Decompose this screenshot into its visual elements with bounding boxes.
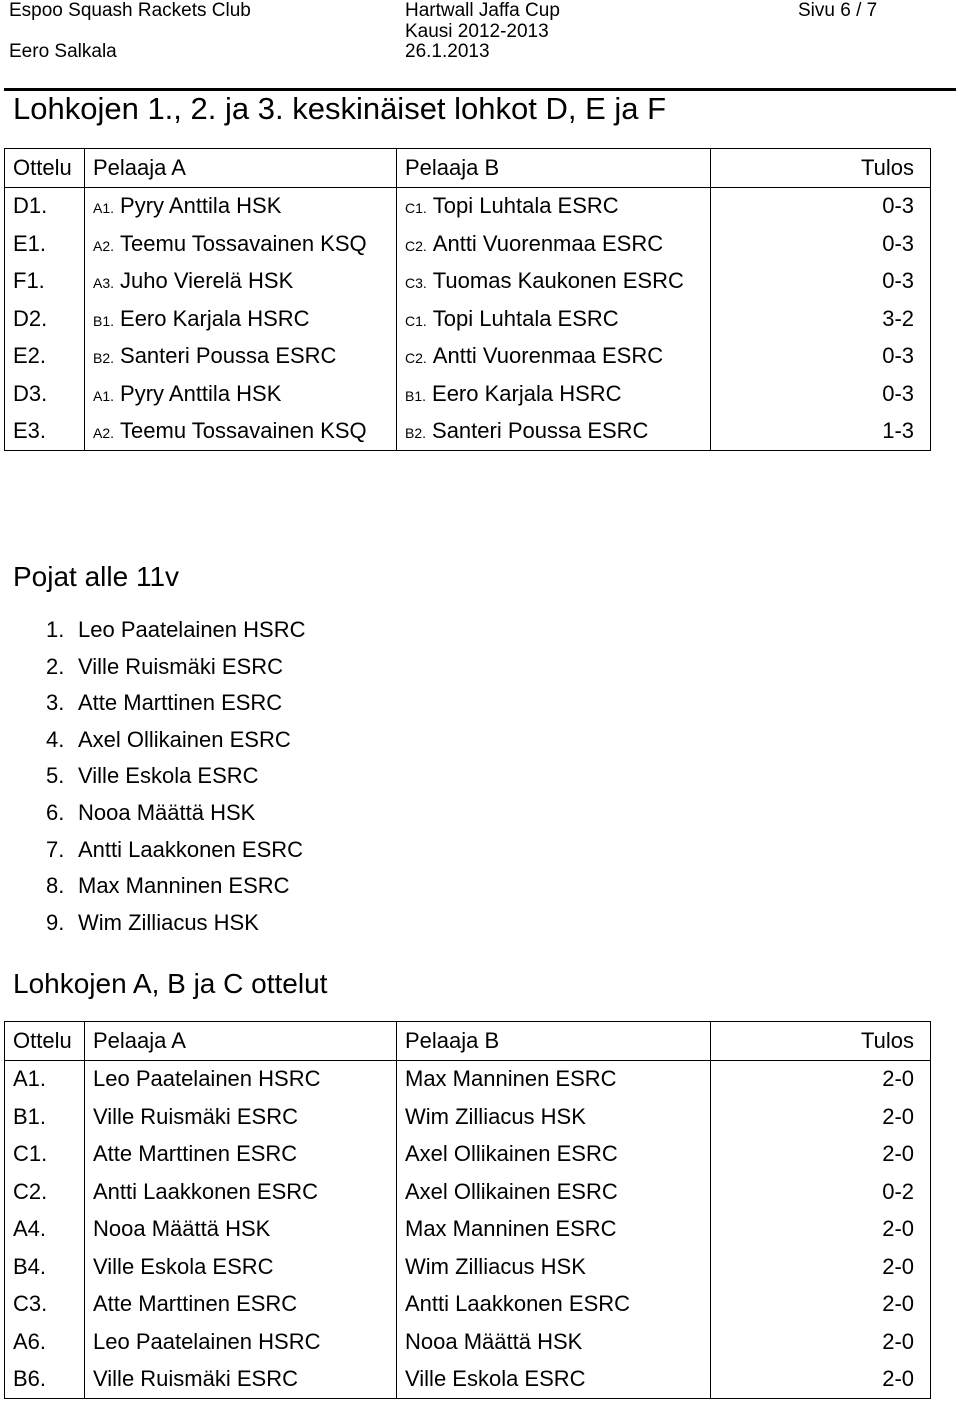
score: 0-3 bbox=[711, 338, 931, 376]
player-a-name: Eero Karjala HSRC bbox=[120, 305, 310, 331]
seed-label: C2. bbox=[405, 237, 427, 254]
rank-number: 5. bbox=[46, 763, 65, 789]
player-b-name: Topi Luhtala ESRC bbox=[432, 193, 619, 219]
player-b-cell bbox=[397, 1248, 711, 1286]
score: 2-0 bbox=[711, 1211, 931, 1249]
table-row bbox=[5, 1173, 931, 1211]
table-row bbox=[5, 1248, 931, 1286]
player-a-name: Leo Paatelainen HSRC bbox=[93, 1066, 321, 1092]
table-row bbox=[5, 1286, 931, 1324]
col-player-b-header: Pelaaja B bbox=[397, 1022, 711, 1061]
seed-label: C2. bbox=[405, 350, 427, 367]
player-a-name: Teemu Tossavainen KSQ bbox=[120, 418, 367, 444]
table-row bbox=[5, 1211, 931, 1249]
score: 2-0 bbox=[711, 1286, 931, 1324]
author: Eero Salkala bbox=[9, 41, 117, 62]
col-player-a-header: Pelaaja A bbox=[85, 1022, 397, 1061]
player-a-name: Leo Paatelainen HSRC bbox=[93, 1328, 321, 1354]
player-b-cell bbox=[397, 413, 711, 451]
seed-label: C1. bbox=[405, 312, 427, 329]
match-id: B4. bbox=[13, 1253, 47, 1279]
match-id: D3. bbox=[13, 380, 48, 406]
player-a-cell bbox=[85, 413, 397, 451]
table-row bbox=[5, 375, 931, 413]
player-b-cell bbox=[397, 1286, 711, 1324]
table-row bbox=[5, 1323, 931, 1361]
rank-number: 4. bbox=[46, 726, 65, 752]
player-b-cell bbox=[397, 225, 711, 263]
score: 0-3 bbox=[711, 187, 931, 225]
match-id: C1. bbox=[13, 1141, 48, 1167]
table-row bbox=[5, 1098, 931, 1136]
player-a-name: Ville Eskola ESRC bbox=[93, 1253, 274, 1279]
col-score-header: Tulos bbox=[711, 1022, 931, 1061]
club-name: Espoo Squash Rackets Club bbox=[9, 0, 251, 21]
player-name: Max Manninen ESRC bbox=[78, 873, 290, 899]
match-id: A6. bbox=[13, 1328, 47, 1354]
player-name: Wim Zilliacus HSK bbox=[78, 909, 259, 935]
score: 0-3 bbox=[711, 263, 931, 301]
section1-title: Lohkojen 1., 2. ja 3. keskinäiset lohkot D, E ja F bbox=[13, 91, 667, 126]
match-id: E3. bbox=[13, 418, 47, 444]
player-a-cell bbox=[85, 338, 397, 376]
score: 2-0 bbox=[711, 1323, 931, 1361]
score: 2-0 bbox=[711, 1248, 931, 1286]
score: 2-0 bbox=[711, 1098, 931, 1136]
player-name: Nooa Määttä HSK bbox=[78, 799, 256, 825]
rank-number: 8. bbox=[46, 873, 65, 899]
player-a-cell bbox=[85, 1211, 397, 1249]
list-item bbox=[46, 722, 305, 759]
player-a-name: Ville Ruismäki ESRC bbox=[93, 1366, 298, 1392]
player-b-cell bbox=[397, 1211, 711, 1249]
player-name: Leo Paatelainen HSRC bbox=[78, 617, 306, 642]
player-b-cell bbox=[397, 1136, 711, 1174]
score: 2-0 bbox=[711, 1136, 931, 1174]
col-score-header: Tulos bbox=[711, 149, 931, 188]
player-b-name: Topi Luhtala ESRC bbox=[432, 305, 619, 331]
rank-number: 9. bbox=[46, 909, 65, 935]
match-id: C2. bbox=[13, 1178, 48, 1204]
player-a-name: Antti Laakkonen ESRC bbox=[93, 1178, 319, 1204]
player-a-name: Juho Vierelä HSK bbox=[120, 268, 294, 294]
seed-label: A3. bbox=[93, 275, 115, 292]
page-number: Sivu 6 / 7 bbox=[798, 0, 878, 21]
player-b-cell bbox=[397, 1323, 711, 1361]
player-b-cell bbox=[397, 1060, 711, 1098]
player-a-name: Pyry Anttila HSK bbox=[120, 380, 282, 406]
match-id: B6. bbox=[13, 1366, 47, 1392]
player-list bbox=[46, 612, 305, 941]
player-b-cell bbox=[397, 263, 711, 301]
player-b-cell bbox=[397, 1098, 711, 1136]
results-table-def bbox=[4, 148, 931, 451]
player-b-name: Wim Zilliacus HSK bbox=[405, 1103, 586, 1129]
list-item bbox=[46, 795, 305, 832]
table-row bbox=[5, 225, 931, 263]
table-row bbox=[5, 187, 931, 225]
player-name: Axel Ollikainen ESRC bbox=[78, 726, 291, 752]
player-b-name: Axel Ollikainen ESRC bbox=[405, 1141, 618, 1167]
list-item bbox=[46, 685, 305, 722]
score: 2-0 bbox=[711, 1060, 931, 1098]
player-a-cell bbox=[85, 1248, 397, 1286]
match-id: E1. bbox=[13, 230, 47, 256]
player-name: Antti Laakkonen ESRC bbox=[78, 836, 304, 862]
match-id: D2. bbox=[13, 305, 48, 331]
seed-label: C3. bbox=[405, 275, 427, 292]
score: 3-2 bbox=[711, 300, 931, 338]
player-a-cell bbox=[85, 1098, 397, 1136]
player-b-name: Nooa Määttä HSK bbox=[405, 1328, 583, 1354]
seed-label: A2. bbox=[93, 425, 115, 442]
player-b-name: Max Manninen ESRC bbox=[405, 1066, 617, 1092]
player-a-cell bbox=[85, 1286, 397, 1324]
list-item bbox=[46, 612, 305, 649]
player-b-cell bbox=[397, 187, 711, 225]
player-b-name: Santeri Poussa ESRC bbox=[432, 418, 649, 444]
header-row bbox=[5, 149, 931, 188]
player-a-cell bbox=[85, 375, 397, 413]
player-a-cell bbox=[85, 187, 397, 225]
player-b-name: Antti Vuorenmaa ESRC bbox=[432, 230, 664, 256]
player-a-cell bbox=[85, 1361, 397, 1399]
match-id: D1. bbox=[13, 193, 48, 219]
player-a-cell bbox=[85, 1060, 397, 1098]
list-item bbox=[46, 758, 305, 795]
player-b-cell bbox=[397, 1173, 711, 1211]
score: 0-3 bbox=[711, 375, 931, 413]
player-b-name: Ville Eskola ESRC bbox=[405, 1366, 586, 1392]
col-match-header: Ottelu bbox=[5, 1022, 85, 1061]
list-item bbox=[46, 868, 305, 905]
player-a-cell bbox=[85, 1173, 397, 1211]
score: 1-3 bbox=[711, 413, 931, 451]
table-row bbox=[5, 1361, 931, 1399]
player-a-name: Pyry Anttila HSK bbox=[120, 193, 282, 219]
score: 0-3 bbox=[711, 225, 931, 263]
player-name: Ville Eskola ESRC bbox=[78, 763, 259, 789]
seed-label: B2. bbox=[405, 425, 427, 442]
player-a-cell bbox=[85, 1323, 397, 1361]
seed-label: A1. bbox=[93, 387, 115, 404]
list-item bbox=[46, 905, 305, 942]
seed-label: A2. bbox=[93, 237, 115, 254]
player-b-cell bbox=[397, 338, 711, 376]
player-a-name: Santeri Poussa ESRC bbox=[120, 343, 337, 369]
player-b-name: Eero Karjala HSRC bbox=[432, 380, 622, 406]
col-player-a-header: Pelaaja A bbox=[85, 149, 397, 188]
player-b-cell bbox=[397, 300, 711, 338]
player-a-name: Nooa Määttä HSK bbox=[93, 1216, 271, 1242]
player-b-name: Max Manninen ESRC bbox=[405, 1216, 617, 1242]
player-a-cell bbox=[85, 300, 397, 338]
player-a-name: Atte Marttinen ESRC bbox=[93, 1141, 298, 1167]
table-row bbox=[5, 1060, 931, 1098]
season: Kausi 2012-2013 bbox=[405, 21, 549, 42]
list-item bbox=[46, 832, 305, 869]
seed-label: B1. bbox=[405, 387, 427, 404]
match-id: E2. bbox=[13, 343, 47, 369]
player-a-name: Ville Ruismäki ESRC bbox=[93, 1103, 298, 1129]
player-a-name: Teemu Tossavainen KSQ bbox=[120, 230, 367, 256]
match-id: A4. bbox=[13, 1216, 47, 1242]
rank-number: 2. bbox=[46, 653, 65, 679]
seed-label: C1. bbox=[405, 200, 427, 217]
score: 2-0 bbox=[711, 1361, 931, 1399]
event-name: Hartwall Jaffa Cup bbox=[405, 0, 560, 21]
player-a-cell bbox=[85, 263, 397, 301]
seed-label: B2. bbox=[93, 350, 115, 367]
seed-label: A1. bbox=[93, 200, 115, 217]
header-row bbox=[5, 1022, 931, 1061]
table-row bbox=[5, 413, 931, 451]
rank-number: 3. bbox=[46, 690, 65, 716]
match-id: C3. bbox=[13, 1291, 48, 1317]
rank-number: 6. bbox=[46, 799, 65, 825]
section2-title: Pojat alle 11v bbox=[13, 561, 180, 592]
match-id: A1. bbox=[13, 1066, 47, 1092]
player-b-name: Tuomas Kaukonen ESRC bbox=[432, 268, 684, 294]
table-row bbox=[5, 263, 931, 301]
date: 26.1.2013 bbox=[405, 41, 490, 62]
player-a-cell bbox=[85, 225, 397, 263]
rank-number: 7. bbox=[46, 836, 65, 862]
table-row bbox=[5, 338, 931, 376]
match-id: F1. bbox=[13, 268, 45, 294]
rank-number: 1. bbox=[46, 617, 65, 642]
match-id: B1. bbox=[13, 1103, 47, 1129]
seed-label: B1. bbox=[93, 312, 115, 329]
table-row bbox=[5, 300, 931, 338]
player-b-name: Antti Vuorenmaa ESRC bbox=[432, 343, 664, 369]
score: 0-2 bbox=[711, 1173, 931, 1211]
player-b-name: Axel Ollikainen ESRC bbox=[405, 1178, 618, 1204]
col-match-header: Ottelu bbox=[5, 149, 85, 188]
player-name: Ville Ruismäki ESRC bbox=[78, 653, 283, 679]
player-b-cell bbox=[397, 375, 711, 413]
table-row bbox=[5, 1136, 931, 1174]
player-name: Atte Marttinen ESRC bbox=[78, 690, 283, 716]
col-player-b-header: Pelaaja B bbox=[397, 149, 711, 188]
player-b-cell bbox=[397, 1361, 711, 1399]
player-a-cell bbox=[85, 1136, 397, 1174]
player-a-name: Atte Marttinen ESRC bbox=[93, 1291, 298, 1317]
player-b-name: Wim Zilliacus HSK bbox=[405, 1253, 586, 1279]
section3-title: Lohkojen A, B ja C ottelut bbox=[13, 968, 328, 999]
results-table-abc bbox=[4, 1021, 931, 1399]
list-item bbox=[46, 649, 305, 686]
player-b-name: Antti Laakkonen ESRC bbox=[405, 1291, 631, 1317]
